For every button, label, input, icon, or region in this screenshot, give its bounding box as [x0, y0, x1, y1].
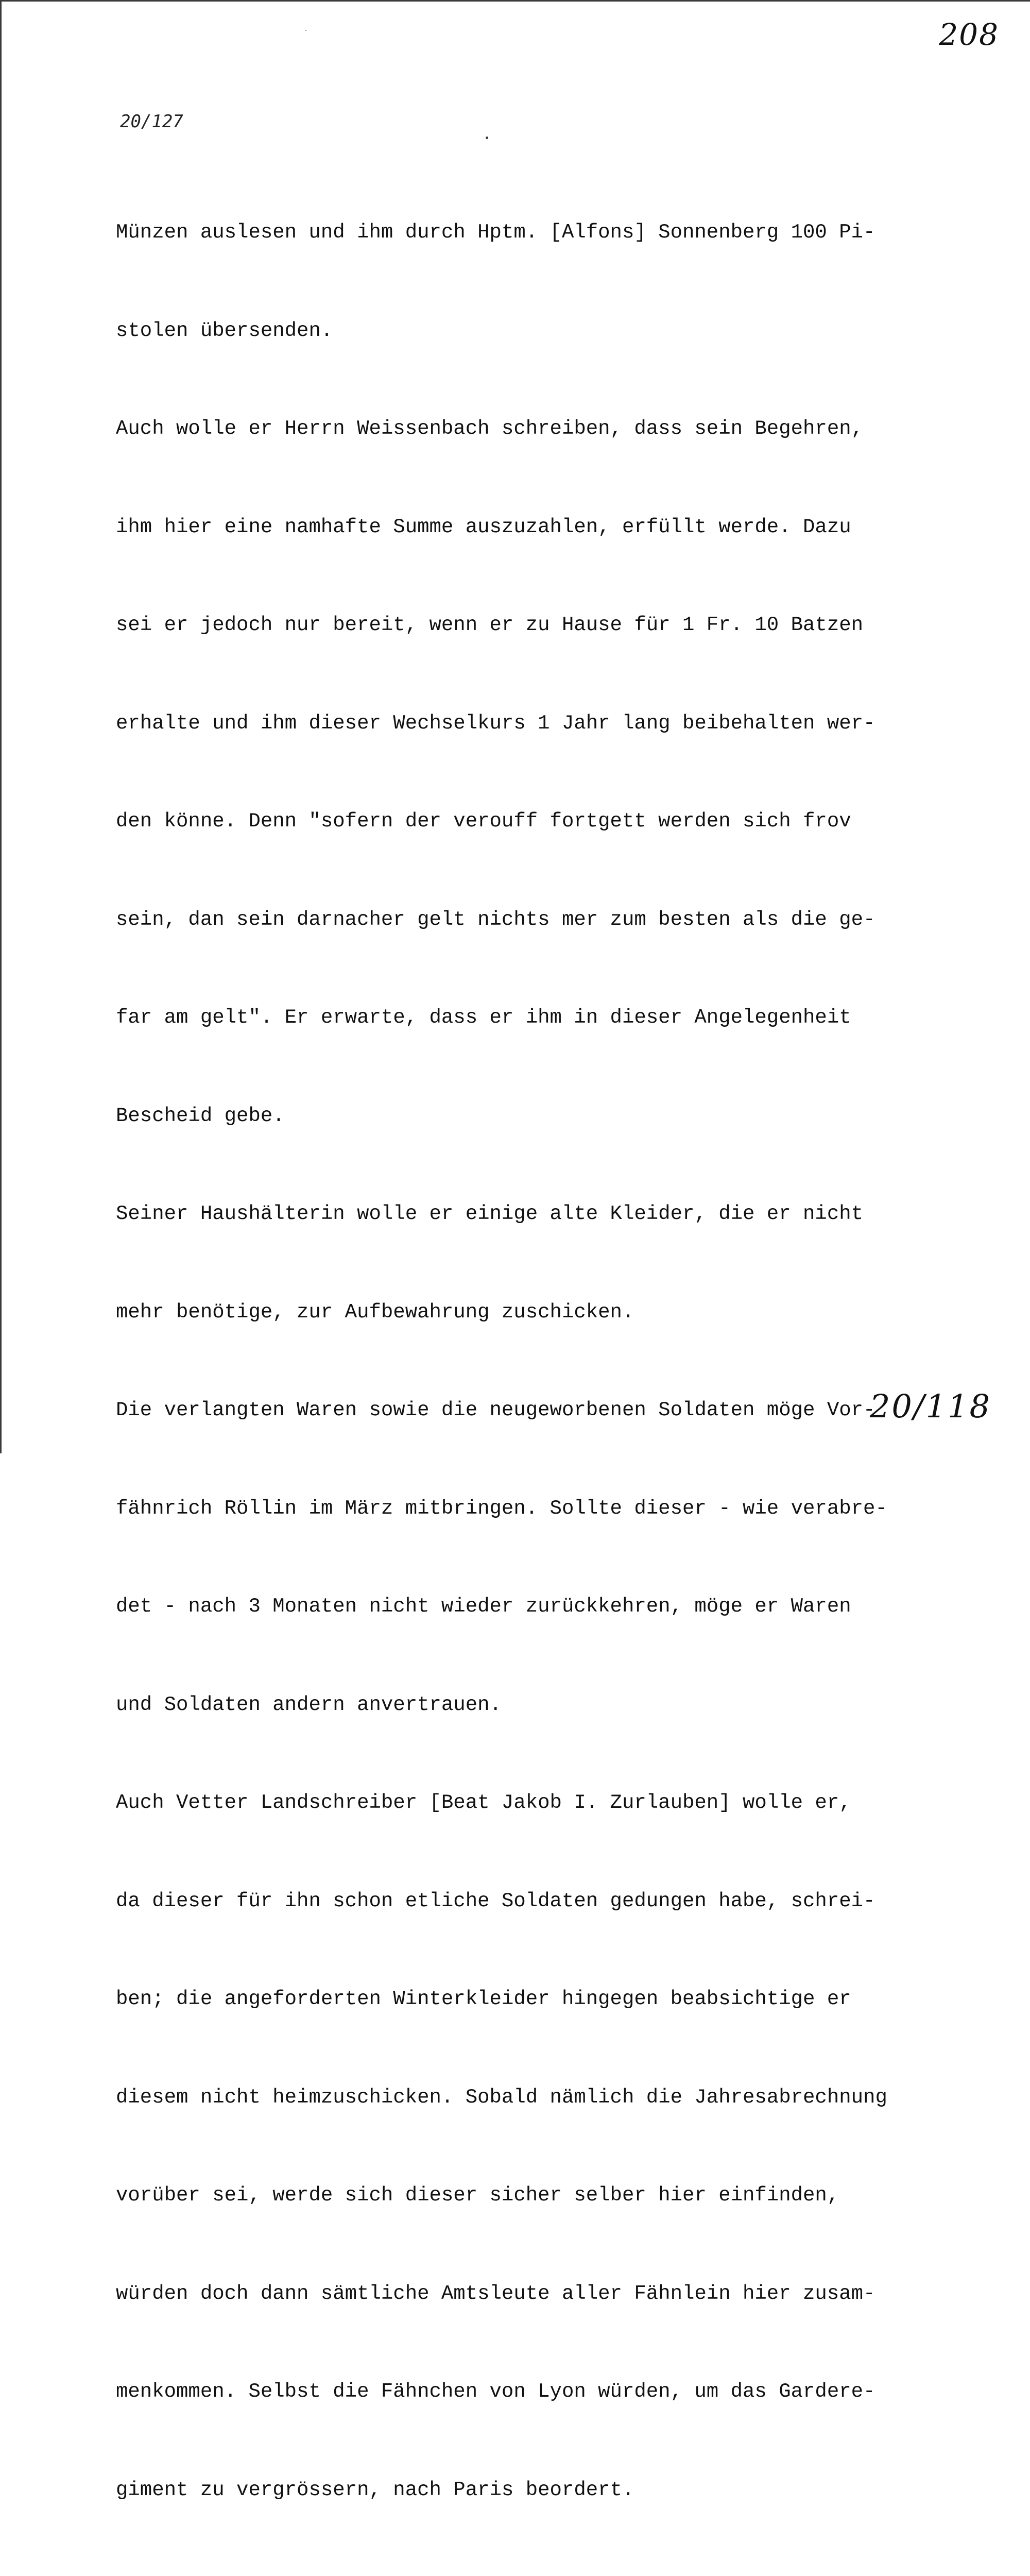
handwritten-archive-number-bottom: 20/118	[869, 1387, 991, 1425]
folio-reference: 20/127	[120, 111, 183, 132]
text-line: mehr benötige, zur Aufbewahrung zuschicken.	[116, 1300, 634, 1324]
text-line: Bescheid gebe.	[116, 1104, 285, 1127]
text-line: sein, dan sein darnacher gelt nichts mer zum besten als die ge-	[116, 908, 876, 931]
text-line: diesem nicht heimzuschicken. Sobald nämlich die Jahresabrechnung	[116, 2086, 887, 2109]
text-line: ben; die angeforderten Winterkleider hingegen beabsichtige er	[116, 1988, 851, 2010]
scan-speck	[486, 137, 488, 139]
text-line: Die verlangten Waren sowie die neugeworbenen Soldaten möge Vor-	[116, 1399, 876, 1421]
text-line: da dieser für ihn schon etliche Soldaten gedungen habe, schrei-	[116, 1889, 876, 1912]
text-line: sei er jedoch nur bereit, wenn er zu Hause für 1 Fr. 10 Batzen	[116, 614, 864, 636]
text-line: giment zu vergrössern, nach Paris beordert.	[116, 2478, 634, 2501]
text-line: det - nach 3 Monaten nicht wieder zurückkehren, möge er Waren	[116, 1595, 851, 1618]
text-line: Auch Vetter Landschreiber [Beat Jakob I. Zurlauben] wolle er,	[116, 1791, 851, 1814]
text-line: fähnrich Röllin im März mitbringen. Sollte dieser - wie verabre-	[116, 1497, 887, 1520]
text-line: den könne. Denn "sofern der verouff fortgett werden sich frov	[116, 810, 851, 833]
text-line: vorüber sei, werde sich dieser sicher selber hier einfinden,	[116, 2184, 839, 2207]
scan-speck	[305, 30, 306, 31]
text-line: Seiner Haushälterin wolle er einige alte Kleider, die er nicht	[116, 1202, 864, 1225]
text-line: menkommen. Selbst die Fähnchen von Lyon würden, um das Gardere-	[116, 2380, 876, 2403]
text-line: far am gelt". Er erwarte, dass er ihm in dieser Angelegenheit	[116, 1006, 851, 1029]
text-line: Münzen auslesen und ihm durch Hptm. [Alfons] Sonnenberg 100 Pi-	[116, 221, 876, 244]
text-line: stolen übersenden.	[116, 319, 333, 342]
body-text	[116, 151, 919, 2576]
text-line	[116, 2572, 919, 2576]
text-line: Auch wolle er Herrn Weissenbach schreiben, dass sein Begehren,	[116, 417, 864, 440]
text-line: und Soldaten andern anvertrauen.	[116, 1693, 502, 1716]
text-line: würden doch dann sämtliche Amtsleute aller Fähnlein hier zusam-	[116, 2282, 876, 2305]
text-line: erhalte und ihm dieser Wechselkurs 1 Jahr lang beibehalten wer-	[116, 711, 876, 735]
handwritten-page-number-top: 208	[939, 17, 999, 52]
text-line: ihm hier eine namhafte Summe auszuzahlen, erfüllt werde. Dazu	[116, 515, 851, 538]
